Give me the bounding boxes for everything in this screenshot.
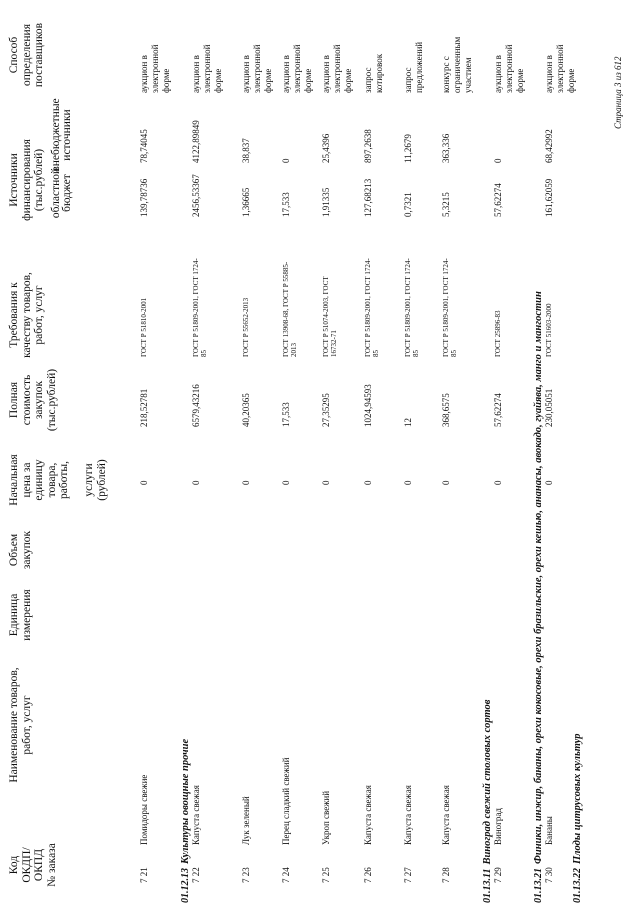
item-name: Перец сладкий свежий — [281, 757, 291, 845]
group-code: 01.12.13 — [180, 868, 191, 903]
item-price: 0 — [403, 480, 413, 485]
item-total: 218,52781 — [139, 388, 149, 427]
item-method: электронной — [292, 44, 302, 93]
header-method: определения — [20, 23, 33, 87]
row-number: 7 30 — [544, 867, 554, 883]
item-name: Лук зеленый — [241, 796, 251, 845]
header-unit: измерения — [20, 589, 33, 641]
item-budget: 57,62274 — [493, 183, 503, 217]
item-extra-budget: 68,42992 — [544, 129, 554, 163]
item-budget: 5,3215 — [441, 192, 451, 217]
group-heading — [533, 291, 545, 903]
item-budget: 139,78736 — [139, 178, 149, 217]
item-price: 0 — [441, 480, 451, 485]
row-number: 7 21 — [139, 867, 149, 883]
item-total: 17,533 — [281, 402, 291, 427]
header-price: цена за — [20, 462, 33, 498]
item-method: форме — [303, 68, 313, 93]
item-method: котировок — [374, 53, 384, 93]
item-method: форме — [263, 68, 273, 93]
header-total: Полная — [8, 381, 20, 419]
header-req: работ, услуг — [33, 285, 45, 345]
item-method: электронной — [150, 44, 160, 93]
item-price: 0 — [493, 480, 503, 485]
item-budget: 2456,53367 — [191, 174, 201, 217]
item-method: конкурс с — [441, 56, 451, 93]
item-requirements: ГОСТ 51603-2000 — [545, 303, 553, 357]
item-price: 0 — [544, 480, 554, 485]
header-total: закупок — [33, 380, 45, 420]
item-name: Помидоры свежие — [139, 774, 149, 845]
item-name: Капуста свежая — [191, 785, 201, 845]
header-req: качеству товаров, — [20, 272, 33, 358]
item-requirements: ГОСТ Р 51809-2001, ГОСТ 1724-85 — [442, 258, 459, 357]
header-price: товара, — [45, 462, 58, 498]
item-requirements: ГОСТ Р 51810-2001 — [140, 297, 148, 357]
row-number: 7 22 — [191, 867, 201, 883]
item-extra-budget: 4122,89849 — [191, 120, 201, 163]
item-price: 0 — [191, 480, 201, 485]
item-requirements: ГОСТ 13908-68, ГОСТ Р 55885-2013 — [282, 261, 299, 357]
item-extra-budget: 0 — [493, 158, 503, 163]
item-method: электронной — [504, 44, 514, 93]
header-code: ОКПД — [33, 848, 45, 882]
header-price: (рублей) — [95, 459, 108, 501]
header-volume: Объем — [8, 533, 20, 567]
group-code: 01.13.21 — [533, 868, 544, 903]
header-code: № заказа — [45, 843, 58, 887]
item-total: 1024,94593 — [363, 384, 373, 427]
item-method: форме — [213, 68, 223, 93]
item-budget: 17,533 — [281, 192, 291, 217]
group-heading — [482, 700, 494, 903]
header-method: поставщиков — [33, 22, 45, 88]
group-heading — [180, 739, 192, 903]
item-total: 27,35295 — [321, 393, 331, 427]
header-fin: финансирования — [20, 139, 33, 221]
item-name: Капуста свежая — [363, 785, 373, 845]
header-total: стоимость — [20, 374, 33, 426]
item-price: 0 — [363, 480, 373, 485]
item-name: Капуста свежая — [441, 785, 451, 845]
item-total: 40,20365 — [241, 393, 251, 427]
item-method: ограниченным — [452, 36, 462, 93]
item-extra-budget: 11,2679 — [403, 134, 413, 163]
group-heading — [572, 734, 584, 903]
row-number: 7 28 — [441, 867, 451, 883]
item-budget: 127,68213 — [363, 178, 373, 217]
header-price: услуги — [83, 463, 95, 497]
header-fin-budget: областной — [50, 167, 62, 219]
item-method: участием — [463, 57, 473, 93]
item-requirements: ГОСТ Р 51074-2003, ГОСТ 16732-71 — [322, 276, 339, 357]
item-method: аукцион в — [191, 55, 201, 93]
row-number: 7 29 — [493, 867, 503, 883]
header-name: Наименование товаров, — [8, 667, 20, 783]
item-method: форме — [566, 68, 576, 93]
row-number: 7 27 — [403, 867, 413, 883]
item-extra-budget: 363,336 — [441, 133, 451, 163]
item-price: 0 — [321, 480, 331, 485]
page-number: Страница 3 из 612 — [613, 56, 623, 129]
item-price: 0 — [281, 480, 291, 485]
group-name: Финики, инжир, бананы, орехи кокосовые, орехи бразильские, орехи кешью, ананасы, авокадо, гуайява, манго и мангостин — [533, 291, 544, 864]
item-total: 230,05051 — [544, 388, 554, 427]
item-price: 0 — [241, 480, 251, 485]
header-price: Начальная — [8, 454, 20, 506]
item-method: запрос — [403, 67, 413, 93]
row-number: 7 26 — [363, 867, 373, 883]
item-requirements: ГОСТ 25896-83 — [494, 310, 502, 357]
item-extra-budget: 78,74045 — [139, 129, 149, 163]
item-price: 0 — [139, 480, 149, 485]
row-number: 7 25 — [321, 867, 331, 883]
item-extra-budget: 25,4396 — [321, 133, 331, 163]
header-code: Код — [8, 855, 20, 875]
header-req: Требования к — [8, 282, 20, 348]
group-code: 01.13.22 — [572, 868, 583, 903]
header-unit: Единица — [8, 593, 20, 637]
group-name: Виноград свежий столовых сортов — [482, 699, 493, 865]
header-fin-extra: источники — [61, 109, 73, 161]
group-name: Плоды цитрусовых культур — [572, 733, 583, 864]
item-requirements: ГОСТ Р 51809-2001, ГОСТ 1724-85 — [404, 258, 421, 357]
header-total: (тыс.рублей) — [45, 368, 58, 432]
group-code: 01.13.11 — [482, 868, 493, 903]
item-extra-budget: 0 — [281, 158, 291, 163]
item-name: Бананы — [544, 816, 554, 845]
item-extra-budget: 897,2638 — [363, 129, 373, 163]
item-budget: 0,7321 — [403, 192, 413, 217]
header-fin-extra: внебюджетные — [50, 98, 62, 172]
item-method: форме — [515, 68, 525, 93]
item-method: аукцион в — [139, 55, 149, 93]
item-method: аукцион в — [241, 55, 251, 93]
header-volume: закупок — [20, 530, 33, 570]
item-method: электронной — [332, 44, 342, 93]
item-method: предложений — [414, 41, 424, 93]
item-method: аукцион в — [493, 55, 503, 93]
item-method: форме — [343, 68, 353, 93]
header-price: единицу — [33, 459, 45, 501]
item-method: электронной — [202, 44, 212, 93]
item-method: электронной — [252, 44, 262, 93]
item-method: форме — [161, 68, 171, 93]
row-number: 7 24 — [281, 867, 291, 883]
item-method: аукцион в — [544, 55, 554, 93]
header-fin: (тыс.рублей) — [33, 148, 45, 212]
item-total: 12 — [403, 418, 413, 427]
item-name: Укроп свежий — [321, 790, 331, 845]
item-budget: 1,91335 — [321, 187, 331, 217]
header-name: работ, услуг — [20, 695, 33, 755]
header-fin: Источники — [8, 153, 20, 207]
header-price: работы, — [58, 461, 70, 499]
item-budget: 161,62059 — [544, 178, 554, 217]
group-name: Культуры овощные прочие — [180, 738, 191, 864]
row-number: 7 23 — [241, 867, 251, 883]
item-method: аукцион в — [281, 55, 291, 93]
item-total: 57,62274 — [493, 393, 503, 427]
header-code: ОКДП/ — [20, 847, 33, 883]
item-total: 368,6575 — [441, 393, 451, 427]
header-fin-budget: бюджет — [61, 174, 73, 212]
item-method: запрос — [363, 67, 373, 93]
header-method: Способ — [8, 36, 20, 74]
item-requirements: ГОСТ Р 51809-2001, ГОСТ 1724-85 — [192, 258, 209, 357]
item-method: электронной — [555, 44, 565, 93]
item-method: аукцион в — [321, 55, 331, 93]
item-requirements: ГОСТ Р 55652-2013 — [242, 297, 250, 357]
item-requirements: ГОСТ Р 51809-2001, ГОСТ 1724-85 — [364, 258, 381, 357]
item-name: Капуста свежая — [403, 785, 413, 845]
item-total: 6579,43216 — [191, 384, 201, 427]
item-extra-budget: 38,837 — [241, 138, 251, 163]
item-name: Виноград — [493, 808, 503, 845]
item-budget: 1,36665 — [241, 187, 251, 217]
